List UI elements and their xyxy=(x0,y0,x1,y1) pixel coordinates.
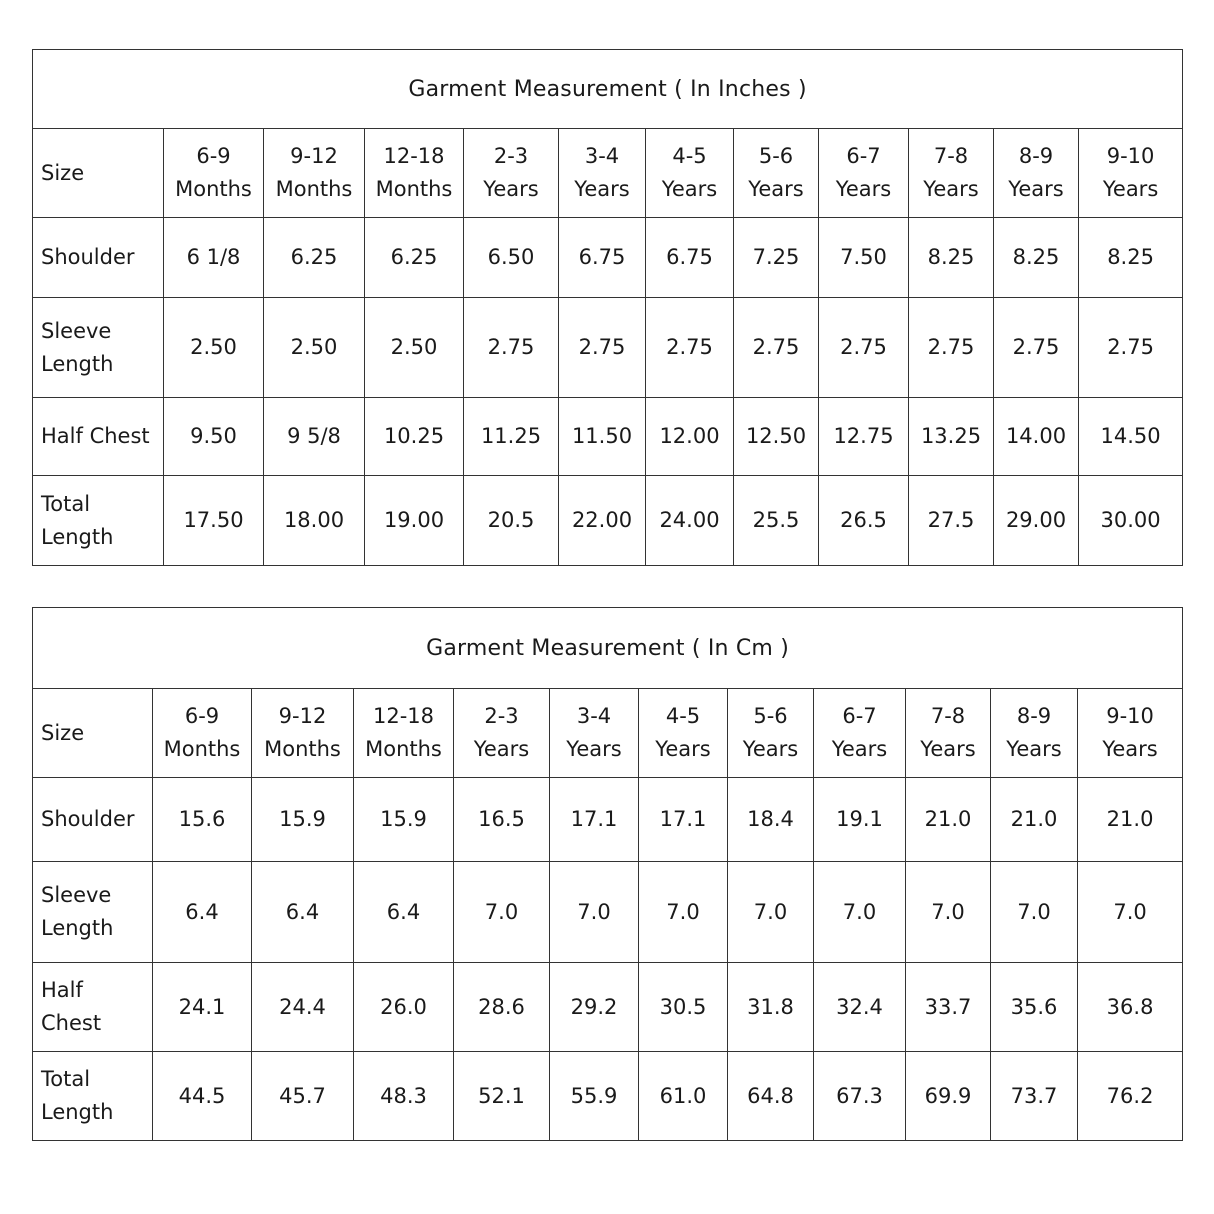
size-column-header: 2-3 Years xyxy=(454,689,550,778)
table-cell: 2.75 xyxy=(734,298,819,398)
table-cell: 6.4 xyxy=(354,862,454,963)
table-cell: 11.25 xyxy=(464,398,559,476)
table-cell: 28.6 xyxy=(454,963,550,1052)
size-column-header: 9-12 Months xyxy=(252,689,354,778)
table-cell: 2.50 xyxy=(365,298,464,398)
row-label: Half Chest xyxy=(33,963,153,1052)
table-title: Garment Measurement ( In Inches ) xyxy=(33,50,1183,129)
table-cell: 21.0 xyxy=(991,778,1078,862)
table-cell: 7.0 xyxy=(1078,862,1183,963)
table-cell: 26.0 xyxy=(354,963,454,1052)
table-cell: 8.25 xyxy=(994,218,1079,298)
table-cell: 13.25 xyxy=(909,398,994,476)
table-cell: 7.0 xyxy=(454,862,550,963)
size-label: Size xyxy=(33,129,164,218)
table-cell: 7.0 xyxy=(550,862,639,963)
table-cell: 9.50 xyxy=(164,398,264,476)
table-cell: 69.9 xyxy=(906,1052,991,1141)
table-cell: 14.50 xyxy=(1079,398,1183,476)
size-column-header: 5-6 Years xyxy=(734,129,819,218)
row-label: Total Length xyxy=(33,1052,153,1141)
table-cell: 6 1/8 xyxy=(164,218,264,298)
table-cell: 24.4 xyxy=(252,963,354,1052)
table-cell: 17.1 xyxy=(639,778,728,862)
row-label: Sleeve Length xyxy=(33,298,164,398)
table-title: Garment Measurement ( In Cm ) xyxy=(33,608,1183,689)
table-cell: 18.00 xyxy=(264,476,365,566)
table-cell: 31.8 xyxy=(728,963,814,1052)
table-cell: 7.25 xyxy=(734,218,819,298)
table-cell: 30.00 xyxy=(1079,476,1183,566)
table-cell: 17.1 xyxy=(550,778,639,862)
table-cell: 10.25 xyxy=(365,398,464,476)
size-header-row xyxy=(33,689,1183,778)
table-cell: 7.0 xyxy=(728,862,814,963)
table-cell: 7.50 xyxy=(819,218,909,298)
table-cell: 6.4 xyxy=(252,862,354,963)
table-cell: 18.4 xyxy=(728,778,814,862)
size-column-header: 3-4 Years xyxy=(550,689,639,778)
cm-measurement-table xyxy=(32,607,1183,1141)
table-cell: 19.00 xyxy=(365,476,464,566)
table-cell: 73.7 xyxy=(991,1052,1078,1141)
table-cell: 2.75 xyxy=(819,298,909,398)
table-cell: 15.9 xyxy=(354,778,454,862)
table-cell: 19.1 xyxy=(814,778,906,862)
table-cell: 12.50 xyxy=(734,398,819,476)
table-cell: 6.25 xyxy=(365,218,464,298)
table-cell: 2.75 xyxy=(909,298,994,398)
row-label: Shoulder xyxy=(33,778,153,862)
table-row xyxy=(33,1052,1183,1141)
table-cell: 21.0 xyxy=(906,778,991,862)
table-cell: 15.9 xyxy=(252,778,354,862)
table-cell: 20.5 xyxy=(464,476,559,566)
table-row xyxy=(33,476,1183,566)
table-cell: 12.00 xyxy=(646,398,734,476)
table-cell: 7.0 xyxy=(639,862,728,963)
size-column-header: 9-10 Years xyxy=(1079,129,1183,218)
table-cell: 48.3 xyxy=(354,1052,454,1141)
size-column-header: 8-9 Years xyxy=(991,689,1078,778)
table-cell: 16.5 xyxy=(454,778,550,862)
table-cell: 24.1 xyxy=(153,963,252,1052)
table-cell: 7.0 xyxy=(814,862,906,963)
table-cell: 35.6 xyxy=(991,963,1078,1052)
table-cell: 11.50 xyxy=(559,398,646,476)
table-cell: 7.0 xyxy=(906,862,991,963)
table-cell: 64.8 xyxy=(728,1052,814,1141)
size-column-header: 6-9 Months xyxy=(153,689,252,778)
size-column-header: 9-10 Years xyxy=(1078,689,1183,778)
size-column-header: 6-7 Years xyxy=(814,689,906,778)
table-row xyxy=(33,398,1183,476)
row-label: Half Chest xyxy=(33,398,164,476)
table-cell: 67.3 xyxy=(814,1052,906,1141)
size-column-header: 6-9 Months xyxy=(164,129,264,218)
size-column-header: 4-5 Years xyxy=(639,689,728,778)
table-cell: 36.8 xyxy=(1078,963,1183,1052)
table-cell: 21.0 xyxy=(1078,778,1183,862)
row-label: Shoulder xyxy=(33,218,164,298)
table-row xyxy=(33,218,1183,298)
table-cell: 52.1 xyxy=(454,1052,550,1141)
table-cell: 26.5 xyxy=(819,476,909,566)
size-column-header: 2-3 Years xyxy=(464,129,559,218)
table-cell: 8.25 xyxy=(1079,218,1183,298)
row-label: Total Length xyxy=(33,476,164,566)
size-column-header: 4-5 Years xyxy=(646,129,734,218)
table-cell: 45.7 xyxy=(252,1052,354,1141)
size-header-row xyxy=(33,129,1183,218)
size-column-header: 8-9 Years xyxy=(994,129,1079,218)
table-cell: 24.00 xyxy=(646,476,734,566)
size-column-header: 5-6 Years xyxy=(728,689,814,778)
table-cell: 2.50 xyxy=(164,298,264,398)
table-cell: 33.7 xyxy=(906,963,991,1052)
table-cell: 8.25 xyxy=(909,218,994,298)
table-cell: 32.4 xyxy=(814,963,906,1052)
table-cell: 2.75 xyxy=(559,298,646,398)
table-cell: 12.75 xyxy=(819,398,909,476)
table-cell: 2.75 xyxy=(464,298,559,398)
table-cell: 2.75 xyxy=(646,298,734,398)
size-column-header: 7-8 Years xyxy=(906,689,991,778)
table-row xyxy=(33,778,1183,862)
table-cell: 44.5 xyxy=(153,1052,252,1141)
table-cell: 25.5 xyxy=(734,476,819,566)
table-cell: 6.4 xyxy=(153,862,252,963)
table-cell: 2.75 xyxy=(1079,298,1183,398)
size-column-header: 12-18 Months xyxy=(354,689,454,778)
table-cell: 17.50 xyxy=(164,476,264,566)
size-label: Size xyxy=(33,689,153,778)
table-cell: 6.50 xyxy=(464,218,559,298)
inches-measurement-table xyxy=(32,49,1183,566)
size-column-header: 12-18 Months xyxy=(365,129,464,218)
table-cell: 7.0 xyxy=(991,862,1078,963)
table-row xyxy=(33,862,1183,963)
size-column-header: 3-4 Years xyxy=(559,129,646,218)
table-cell: 14.00 xyxy=(994,398,1079,476)
table-cell: 15.6 xyxy=(153,778,252,862)
table-cell: 27.5 xyxy=(909,476,994,566)
table-cell: 2.50 xyxy=(264,298,365,398)
table-cell: 30.5 xyxy=(639,963,728,1052)
table-cell: 6.25 xyxy=(264,218,365,298)
table-cell: 6.75 xyxy=(646,218,734,298)
table-row xyxy=(33,963,1183,1052)
size-column-header: 7-8 Years xyxy=(909,129,994,218)
table-cell: 29.2 xyxy=(550,963,639,1052)
size-column-header: 6-7 Years xyxy=(819,129,909,218)
table-cell: 9 5/8 xyxy=(264,398,365,476)
table-cell: 6.75 xyxy=(559,218,646,298)
table-cell: 61.0 xyxy=(639,1052,728,1141)
size-column-header: 9-12 Months xyxy=(264,129,365,218)
table-cell: 76.2 xyxy=(1078,1052,1183,1141)
table-cell: 2.75 xyxy=(994,298,1079,398)
table-cell: 29.00 xyxy=(994,476,1079,566)
table-cell: 55.9 xyxy=(550,1052,639,1141)
row-label: Sleeve Length xyxy=(33,862,153,963)
table-cell: 22.00 xyxy=(559,476,646,566)
table-row xyxy=(33,298,1183,398)
